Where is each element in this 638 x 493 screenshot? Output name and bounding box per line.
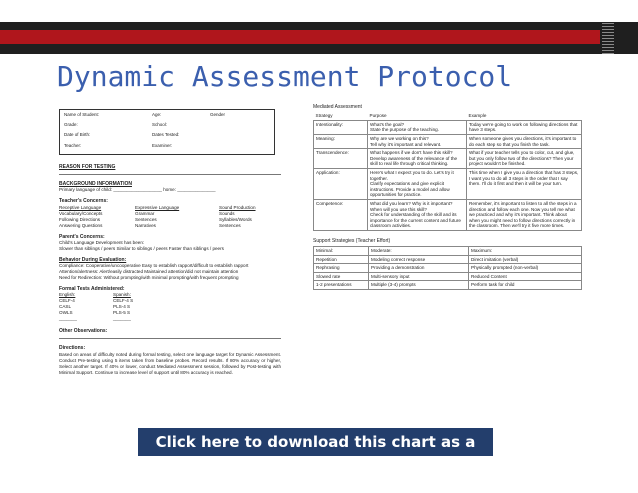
table-row bbox=[314, 247, 582, 256]
strategy-cell: Transcendence: bbox=[314, 149, 368, 169]
purpose-cell: Why are we working on this? Tell why it's important and relevant. bbox=[368, 134, 467, 148]
right-page bbox=[313, 103, 582, 290]
table-row bbox=[314, 120, 582, 134]
test-cell: CASL bbox=[59, 304, 72, 310]
support-cell: Multi-sensory input bbox=[369, 272, 469, 281]
dob-field-label: Date of Birth: bbox=[64, 132, 91, 137]
strategy-cell: Meaning: bbox=[314, 134, 368, 148]
support-cell: Repetition bbox=[314, 255, 369, 264]
directions-heading: Directions: bbox=[59, 345, 86, 352]
teacher-concerns-heading: Teacher's Concerns: bbox=[59, 198, 108, 205]
support-cell: Providing a demonstration bbox=[369, 264, 469, 273]
example-cell: What if your teacher tells you to color, cut, and glue, but you only follow two of the directions? Then your project wouldn't be finished. bbox=[467, 149, 582, 169]
school-field-label: School: bbox=[152, 122, 168, 127]
gender-field-label: Gender bbox=[210, 112, 226, 117]
table-row bbox=[314, 281, 582, 290]
red-accent-stripe bbox=[0, 30, 600, 44]
mediated-assessment-table bbox=[313, 112, 582, 231]
concerns-header-1: Receptive Language bbox=[59, 204, 102, 210]
support-strategies-table bbox=[313, 246, 582, 290]
support-cell: Maximum: bbox=[469, 247, 582, 256]
concern-cell: Vocabulary/Concepts bbox=[59, 210, 103, 216]
concern-cell: Sounds bbox=[219, 210, 235, 216]
example-cell: This time when I give you a direction that has 3 steps, I want you to do all 3 steps in the order that I say them. I'll do it first and then it will be your turn. bbox=[467, 168, 582, 199]
tests-header-spanish: Spanish: bbox=[113, 292, 131, 298]
behavior-row: Attention/alertness: Alert/easily distracted Maintained attention/did not maintain attention bbox=[59, 269, 239, 275]
formal-tests-table bbox=[59, 292, 281, 322]
support-cell: Slowed rate bbox=[314, 272, 369, 281]
concerns-header-3: Sound Production bbox=[219, 204, 256, 210]
example-cell: Today we're going to work on following directions that have 3 steps. bbox=[467, 120, 582, 134]
table-header-row bbox=[314, 112, 582, 120]
table-row bbox=[314, 199, 582, 230]
test-cell: PLS-4 S bbox=[113, 304, 131, 310]
mediated-assessment-heading: Mediated Assessment bbox=[313, 104, 362, 110]
test-cell: PLS-5 S bbox=[113, 310, 131, 316]
concerns-header-2: Expressive Language bbox=[135, 204, 180, 210]
concern-cell: Syllables/Words bbox=[219, 216, 252, 222]
support-cell: Moderate: bbox=[369, 247, 469, 256]
concern-cell: Grammar bbox=[135, 210, 155, 216]
directions-text: Based on areas of difficulty noted during formal testing, select one language target for Dynamic Assessment. Conduct Pre-testing using 5 items taken from baseline probes. Record results. If 80% accuracy or higher, Select another target. If 40% or lower, conduct Mediated Assessment session, followed by Post-testing with Minimal Support. Continue to increase level of support until 80% accuracy is reached. bbox=[59, 351, 281, 375]
grade-field-label: Grade: bbox=[64, 122, 78, 127]
test-cell: CELF-4 bbox=[59, 298, 75, 304]
table-row bbox=[314, 168, 582, 199]
support-cell: Reduced Content bbox=[469, 272, 582, 281]
parent-concerns-text: Child's Language Development has been: bbox=[59, 239, 145, 245]
support-cell: Perform task for child bbox=[469, 281, 582, 290]
behavior-heading: Behavior During Evaluation: bbox=[59, 256, 127, 263]
test-cell: _______ bbox=[59, 316, 77, 322]
table-row bbox=[314, 264, 582, 273]
purpose-cell: What happens if we don't have this skill? Develop awareness of the relevance of the skill to real life through critical thinking. bbox=[368, 149, 467, 169]
concerns-table bbox=[59, 205, 281, 229]
concern-cell: Answering Questions bbox=[59, 222, 103, 228]
support-cell: Direct imitation (verbal) bbox=[469, 255, 582, 264]
document-preview bbox=[55, 103, 582, 466]
test-cell: OWLS bbox=[59, 310, 73, 316]
header-purpose: Purpose bbox=[368, 112, 467, 120]
concern-cell: Narratives bbox=[135, 222, 156, 228]
table-row bbox=[314, 255, 582, 264]
formal-tests-heading: Formal Tests Administered: bbox=[59, 286, 125, 293]
student-info-box bbox=[59, 109, 275, 155]
purpose-cell: What's the goal? State the purpose of the teaching. bbox=[368, 120, 467, 134]
examiner-field-label: Examiner: bbox=[152, 143, 173, 148]
behavior-row: Compliance: Cooperative/uncooperative Easy to establish rapport/difficult to establish rapport bbox=[59, 263, 249, 269]
support-cell: Modeling correct response bbox=[369, 255, 469, 264]
behavior-row: Need for Redirection: Without prompting/with minimal prompting/with frequent prompting bbox=[59, 275, 239, 281]
support-cell: Minimal: bbox=[314, 247, 369, 256]
concern-cell: Sentences bbox=[219, 222, 241, 228]
support-strategies-heading: Support Strategies (Teacher Effort) bbox=[313, 237, 391, 244]
parent-concerns-heading: Parent's Concerns: bbox=[59, 233, 105, 240]
purpose-cell: What did you learn? Why is it important? When will you use this skill? Check for understanding of the skill and its importance for the current content and future classroom activities. bbox=[368, 199, 467, 230]
support-cell: Multiple (3-4) prompts bbox=[369, 281, 469, 290]
purpose-cell: Here's what I expect you to do. Let's try it together. Clarify expectations and give explicit instructions. Provide a model and allow opportunities for practice. bbox=[368, 168, 467, 199]
slide-title: Dynamic Assessment Protocol bbox=[57, 60, 513, 93]
support-cell: Rephrasing bbox=[314, 264, 369, 273]
bar-texture bbox=[602, 22, 614, 54]
tests-header-english: English: bbox=[59, 292, 76, 298]
dates-tested-label: Dates Tested: bbox=[152, 132, 180, 137]
parent-concerns-options: Slower than siblings / peers Similar to siblings / peers Faster than siblings / peers bbox=[59, 245, 224, 251]
example-cell: When someone gives you directions, it's important to do each step so that you finish the task. bbox=[467, 134, 582, 148]
teacher-field-label: Teacher: bbox=[64, 143, 82, 148]
name-field-label: Name of Student: bbox=[64, 112, 100, 117]
background-heading: BACKGROUND INFORMATION bbox=[59, 181, 132, 188]
table-row bbox=[314, 134, 582, 148]
header-strategy: Strategy bbox=[314, 112, 368, 120]
example-cell: Remember, it's important to listen to all the steps in a direction and follow each one. Now you tell me what we practiced and why it's important. Think about when you might need to follow directions correctly in the classroom. Then we'll try it five more times. bbox=[467, 199, 582, 230]
strategy-cell: Application: bbox=[314, 168, 368, 199]
support-cell: 1-2 presentations bbox=[314, 281, 369, 290]
download-pdf-link[interactable]: Click here to download this chart as a pdf. bbox=[138, 428, 493, 456]
strategy-cell: Intentionality: bbox=[314, 120, 368, 134]
test-cell: CELF-4 S bbox=[113, 298, 134, 304]
concern-cell: Following Directions bbox=[59, 216, 101, 222]
table-row bbox=[314, 272, 582, 281]
concern-cell: Sentences bbox=[135, 216, 157, 222]
age-field-label: Age: bbox=[152, 112, 162, 117]
reason-heading: REASON FOR TESTING bbox=[59, 164, 116, 170]
header-example: Example bbox=[467, 112, 582, 120]
observation-line bbox=[59, 336, 281, 339]
reason-line bbox=[59, 172, 281, 175]
strategy-cell: Competence: bbox=[314, 199, 368, 230]
table-row bbox=[314, 149, 582, 169]
test-cell: _______ bbox=[113, 316, 131, 322]
primary-language-line: Primary language of child: ___________________ home: _______________ bbox=[59, 187, 216, 193]
top-decorative-bar bbox=[0, 22, 638, 54]
other-observations-heading: Other Observations: bbox=[59, 328, 108, 335]
support-cell: Physically prompted (non-verbal) bbox=[469, 264, 582, 273]
